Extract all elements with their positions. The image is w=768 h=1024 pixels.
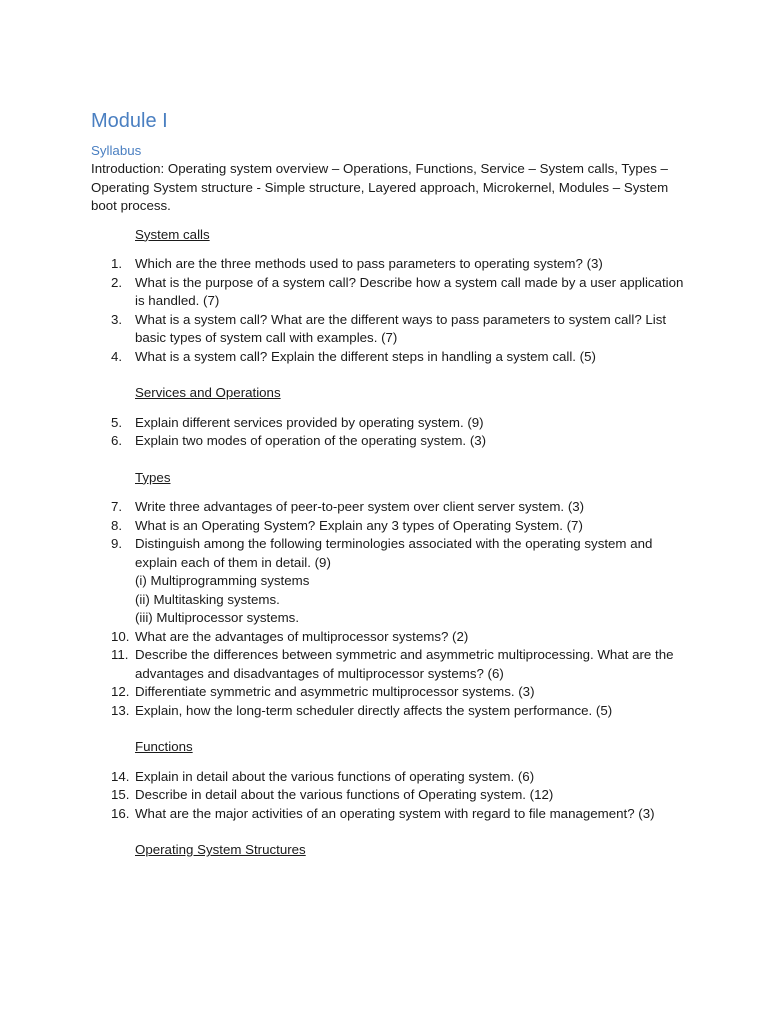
question-item bbox=[91, 786, 691, 805]
question-list bbox=[91, 768, 691, 824]
question-item bbox=[91, 432, 691, 451]
section-heading: System calls bbox=[135, 226, 210, 242]
question-number: 11. bbox=[111, 647, 129, 662]
question-number: 16. bbox=[111, 805, 130, 821]
question-item bbox=[91, 646, 691, 683]
question-list bbox=[91, 255, 691, 366]
question-text: Explain two modes of operation of the operating system. (3) bbox=[135, 433, 487, 448]
module-title: Module I bbox=[91, 110, 168, 132]
question-number: 9. bbox=[111, 536, 123, 551]
question-text: Differentiate symmetric and asymmetric multiprocessor systems. (3) bbox=[135, 684, 535, 699]
question-section bbox=[91, 226, 691, 367]
question-item bbox=[91, 348, 691, 367]
question-text: Explain, how the long-term scheduler directly affects the system performance. (5) bbox=[135, 702, 613, 718]
section-heading: Operating System Structures bbox=[135, 842, 306, 857]
syllabus-label: Syllabus bbox=[91, 143, 142, 158]
question-number: 2. bbox=[111, 274, 123, 290]
question-number: 4. bbox=[111, 348, 123, 364]
question-text: Explain different services provided by operating system. (9) bbox=[135, 414, 484, 430]
question-item bbox=[91, 702, 691, 721]
question-text: Distinguish among the following terminologies associated with the operating system and explain each of them in detail. (9) bbox=[135, 536, 653, 570]
question-text: What is the purpose of a system call? Describe how a system call made by a user application is handled. (7) bbox=[135, 274, 684, 308]
question-text: Explain in detail about the various functions of operating system. (6) bbox=[135, 768, 535, 784]
question-number: 14. bbox=[111, 768, 130, 784]
section-heading: Functions bbox=[135, 739, 193, 754]
question-section bbox=[91, 738, 691, 823]
question-text: What is a system call? Explain the different steps in handling a system call. (5) bbox=[135, 348, 596, 364]
question-text: Which are the three methods used to pass parameters to operating system? (3) bbox=[135, 256, 603, 271]
question-number: 7. bbox=[111, 499, 123, 514]
question-item bbox=[91, 498, 691, 517]
question-item bbox=[91, 805, 691, 824]
question-section bbox=[91, 469, 691, 721]
sub-item: (i) Multiprogramming systems bbox=[135, 573, 310, 588]
document-page bbox=[91, 108, 691, 860]
question-text: Describe the differences between symmetric and asymmetric multiprocessing. What are the advantages and disadvantages of multiprocessor systems? (6) bbox=[135, 647, 674, 681]
sub-item: (iii) Multiprocessor systems. bbox=[135, 610, 300, 625]
question-item bbox=[91, 517, 691, 536]
question-number: 15. bbox=[111, 787, 130, 802]
section-heading: Types bbox=[135, 469, 171, 485]
question-number: 8. bbox=[111, 517, 123, 533]
question-text: What are the advantages of multiprocessor systems? (2) bbox=[135, 628, 469, 644]
question-number: 3. bbox=[111, 311, 123, 327]
question-text: What is a system call? What are the different ways to pass parameters to system call? List basic types of system call with examples. (7) bbox=[135, 311, 667, 345]
question-section bbox=[91, 384, 691, 451]
question-number: 1. bbox=[111, 256, 123, 271]
question-item bbox=[91, 535, 691, 628]
question-number: 10. bbox=[111, 628, 130, 644]
section-heading: Services and Operations bbox=[135, 385, 281, 400]
question-number: 13. bbox=[111, 702, 130, 718]
question-list bbox=[91, 498, 691, 720]
question-item bbox=[91, 628, 691, 647]
question-item bbox=[91, 768, 691, 787]
question-number: 5. bbox=[111, 414, 123, 430]
question-sections bbox=[91, 226, 691, 860]
question-text: Describe in detail about the various functions of Operating system. (12) bbox=[135, 787, 554, 802]
question-item bbox=[91, 255, 691, 274]
question-number: 6. bbox=[111, 433, 123, 448]
question-item bbox=[91, 274, 691, 311]
question-text: What is an Operating System? Explain any 3 types of Operating System. (7) bbox=[135, 517, 583, 533]
sub-item: (ii) Multitasking systems. bbox=[135, 591, 280, 607]
syllabus-text: Introduction: Operating system overview – Operations, Functions, Service – System calls, Types – Operating System structure - Simple structure, Layered approach, Microkernel, Modules – System boot process. bbox=[91, 161, 669, 213]
question-section bbox=[91, 841, 691, 860]
question-list bbox=[91, 414, 691, 451]
question-number: 12. bbox=[111, 684, 130, 699]
question-item bbox=[91, 311, 691, 348]
question-text: Write three advantages of peer-to-peer system over client server system. (3) bbox=[135, 499, 585, 514]
question-item bbox=[91, 683, 691, 702]
question-item bbox=[91, 414, 691, 433]
question-text: What are the major activities of an operating system with regard to file management? (3) bbox=[135, 805, 655, 821]
